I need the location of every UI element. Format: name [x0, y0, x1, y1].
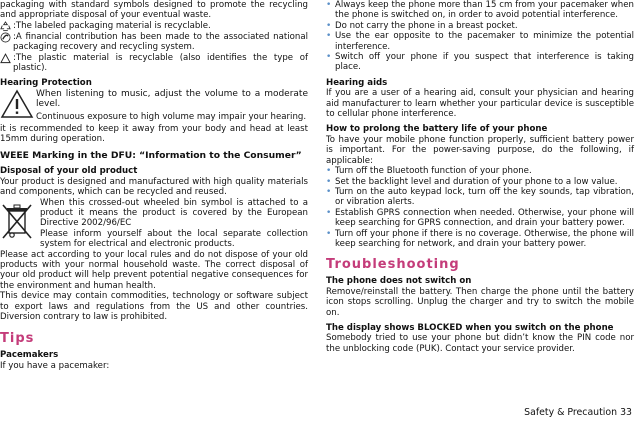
green-dot-icon	[0, 32, 11, 43]
list-item: • Turn off your phone if there is no coverage. Otherwise, the phone will keep searching for network, and drain your battery power.	[326, 229, 634, 250]
hearing-aids-heading: Hearing aids	[326, 77, 388, 88]
list-item: • Do not carry the phone in a breast pocket.	[326, 21, 634, 31]
hearing-text-2: Continuous exposure to high volume may impair your hearing.	[36, 111, 307, 122]
plastic-triangle-icon	[0, 53, 11, 64]
left-column	[0, 0, 308, 371]
pacemaker-list	[326, 0, 634, 73]
no-switch-heading: The phone does not switch on	[326, 276, 472, 287]
disposal-text-3: This device may contain commodities, technology or software subject to export laws and regulations from the US and other countries. Diversion contrary to law is prohibited.	[0, 291, 308, 322]
disposal-heading: Disposal of your old product	[0, 166, 138, 177]
troubleshooting-title: Troubleshooting	[326, 257, 460, 273]
hearing-text-1: When listening to music, adjust the volume to a moderate level.	[36, 88, 308, 110]
battery-list	[326, 166, 634, 249]
list-item: • Switch off your phone if you suspect that interference is taking place.	[326, 52, 634, 73]
weee-heading: WEEE Marking in the DFU: “Information to the Consumer”	[0, 149, 302, 161]
symbol-row	[0, 53, 308, 74]
battery-text: To have your mobile phone function properly, sufficient battery power is important. For the power-saving purpose, do the following, if applicable:	[326, 134, 634, 166]
list-item: • Use the ear opposite to the pacemaker to minimize the potential interference.	[326, 31, 634, 52]
hearing-text-3: it is recommended to keep it away from your body and head at least 15mm during operation.	[0, 124, 308, 145]
blocked-text: Somebody tried to use your phone but didn’t know the PIN code nor the unblocking code (PUK). Contact your service provider.	[326, 333, 634, 354]
disposal-text-1: Your product is designed and manufactured with high quality materials and components, which can be recycled and reused.	[0, 176, 308, 198]
weee-text-1: When this crossed-out wheeled bin symbol is attached to a product it means the product is covered by the European Directive 2002/96/EC	[40, 197, 308, 229]
list-item: • Turn on the auto keypad lock, turn off the key sounds, tap vibration, or vibration alerts.	[326, 187, 634, 208]
blocked-heading: The display shows BLOCKED when you switch on the phone	[326, 322, 614, 333]
right-column	[326, 0, 634, 354]
crossed-bin-icon	[0, 202, 34, 242]
intro-text: packaging with standard symbols designed to promote the recycling and appropriate disposal of your eventual waste.	[0, 0, 308, 21]
tips-title: Tips	[0, 331, 35, 347]
list-item: • Turn off the Bluetooth function of your phone.	[326, 166, 634, 176]
warning-triangle-icon	[0, 89, 34, 119]
hearing-protection-heading: Hearing Protection	[0, 78, 92, 89]
recycle-label-icon	[0, 21, 11, 32]
hearing-warning-box	[0, 89, 308, 122]
weee-text-2: Please inform yourself about the local separate collection system for electrical and electronic products.	[40, 228, 308, 250]
pacemakers-heading: Pacemakers	[0, 350, 59, 361]
weee-box	[0, 198, 308, 250]
battery-heading: How to prolong the battery life of your phone	[326, 124, 548, 135]
symbol-row	[0, 21, 308, 32]
list-item: • Establish GPRS connection when needed. Otherwise, your phone will keep searching for GPRS connection, and drain your battery power.	[326, 208, 634, 229]
pacemakers-text: If you have a pacemaker:	[0, 360, 110, 371]
symbol-text: :The labeled packaging material is recyclable.	[13, 20, 211, 31]
no-switch-text: Remove/reinstall the battery. Then charge the phone until the battery icon stops scrolling. Unplug the charger and try to switch the mobile on.	[326, 286, 634, 318]
disposal-text-2: Please act according to your local rules and do not dispose of your old products with your normal household waste. The correct disposal of your old product will help prevent potential negative consequences for the environment and human health.	[0, 249, 308, 291]
list-item: • Set the backlight level and duration of your phone to a low value.	[326, 177, 634, 187]
page-footer: Safety & Precaution 33	[524, 407, 632, 418]
symbol-text: :A financial contribution has been made to the associated national packaging recovery and recycling system.	[13, 31, 308, 53]
list-item: • Always keep the phone more than 15 cm from your pacemaker when the phone is switched on, in order to avoid potential interference.	[326, 0, 634, 21]
symbol-row	[0, 32, 308, 53]
symbol-text: :The plastic material is recyclable (also identifies the type of plastic).	[13, 52, 308, 74]
hearing-aids-text: If you are a user of a hearing aid, consult your physician and hearing aid manufacturer to learn whether your particular device is susceptible to cellular phone interference.	[326, 88, 634, 120]
